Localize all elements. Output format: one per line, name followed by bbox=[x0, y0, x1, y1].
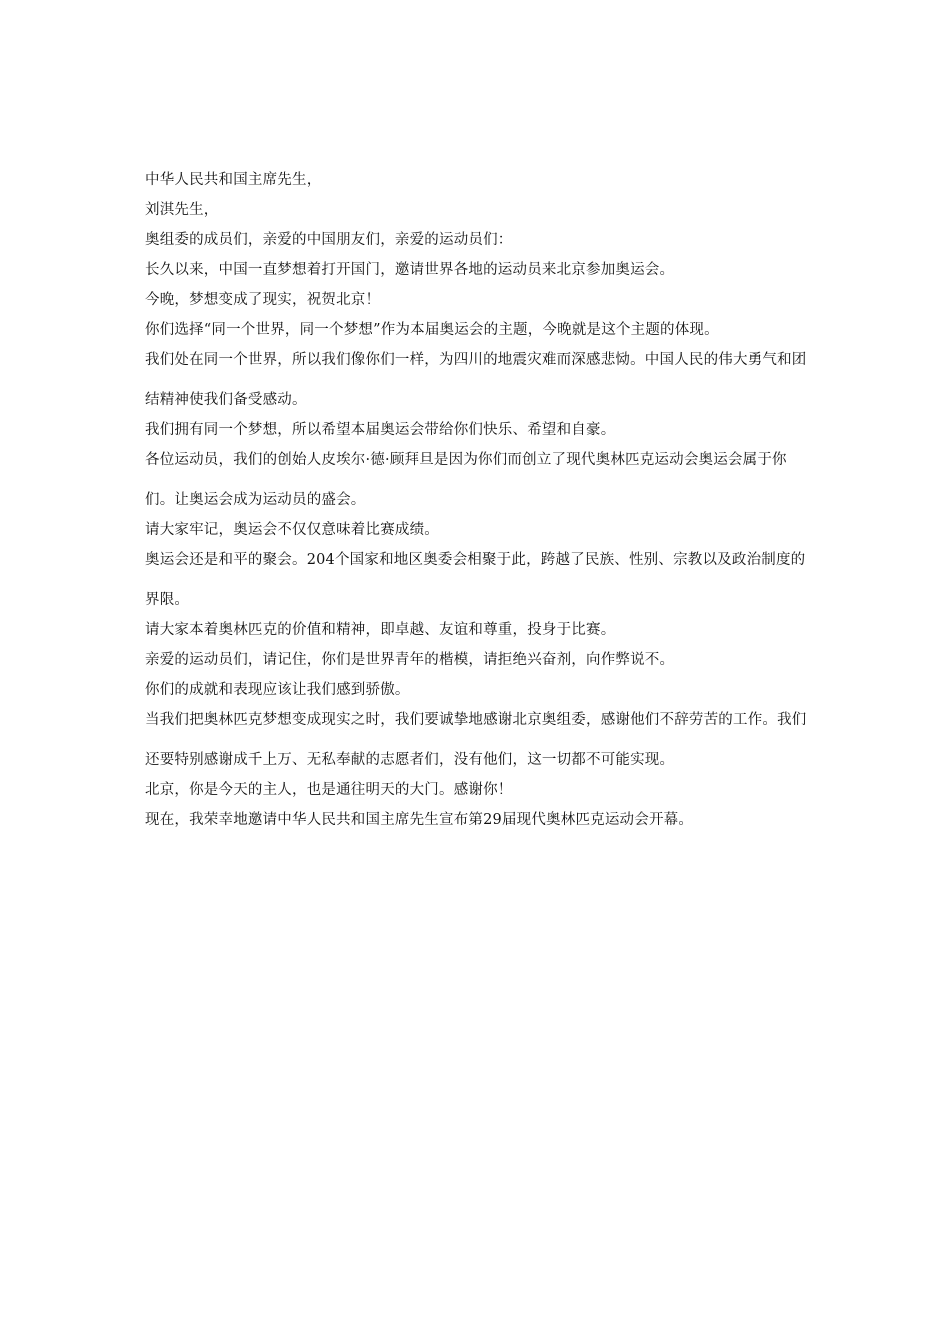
paragraph: 你们的成就和表现应该让我们感到骄傲。 bbox=[145, 682, 410, 698]
paragraph: 长久以来，中国一直梦想着打开国门，邀请世界各地的运动员来北京参加奥运会。 bbox=[145, 262, 675, 278]
closing-paragraph: 现在，我荣幸地邀请中华人民共和国主席先生宣布第29届现代奥林匹克运动会开幕。 bbox=[145, 812, 694, 828]
paragraph: 请大家本着奥林匹克的价值和精神，即卓越、友谊和尊重，投身于比赛。 bbox=[145, 622, 616, 638]
salutation-president: 中华人民共和国主席先生， bbox=[145, 172, 322, 188]
paragraph: 亲爱的运动员们，请记住，你们是世界青年的楷模，请拒绝兴奋剂，向作弊说不。 bbox=[145, 652, 675, 668]
salutation-members: 奥组委的成员们，亲爱的中国朋友们，亲爱的运动员们： bbox=[145, 232, 513, 248]
paragraph: 当我们把奥林匹克梦想变成现实之时，我们要诚挚地感谢北京奥组委，感谢他们不辞劳苦的工作。我们还要特别感谢成千上万、无私奉献的志愿者们，没有他们，这一切都不可能实现。 bbox=[145, 712, 807, 768]
paragraph: 今晚，梦想变成了现实，祝贺北京！ bbox=[145, 292, 381, 308]
paragraph: 北京，你是今天的主人，也是通往明天的大门。感谢你！ bbox=[145, 782, 513, 798]
paragraph: 我们处在同一个世界，所以我们像你们一样，为四川的地震灾难而深感悲恸。中国人民的伟大勇气和团结精神使我们备受感动。 bbox=[145, 352, 807, 408]
paragraph: 你们选择“同一个世界，同一个梦想”作为本届奥运会的主题，今晚就是这个主题的体现。 bbox=[145, 322, 719, 338]
paragraph: 我们拥有同一个梦想，所以希望本届奥运会带给你们快乐、希望和自豪。 bbox=[145, 422, 616, 438]
paragraph: 奥运会还是和平的聚会。204个国家和地区奥委会相聚于此，跨越了民族、性别、宗教以及政治制度的界限。 bbox=[145, 552, 806, 608]
paragraph: 请大家牢记，奥运会不仅仅意味着比赛成绩。 bbox=[145, 522, 439, 538]
paragraph: 各位运动员，我们的创始人皮埃尔·德·顾拜旦是因为你们而创立了现代奥林匹克运动会奥运会属于你们。让奥运会成为运动员的盛会。 bbox=[145, 452, 787, 508]
salutation-liu-qi: 刘淇先生， bbox=[145, 202, 219, 218]
speech-body bbox=[145, 160, 815, 830]
